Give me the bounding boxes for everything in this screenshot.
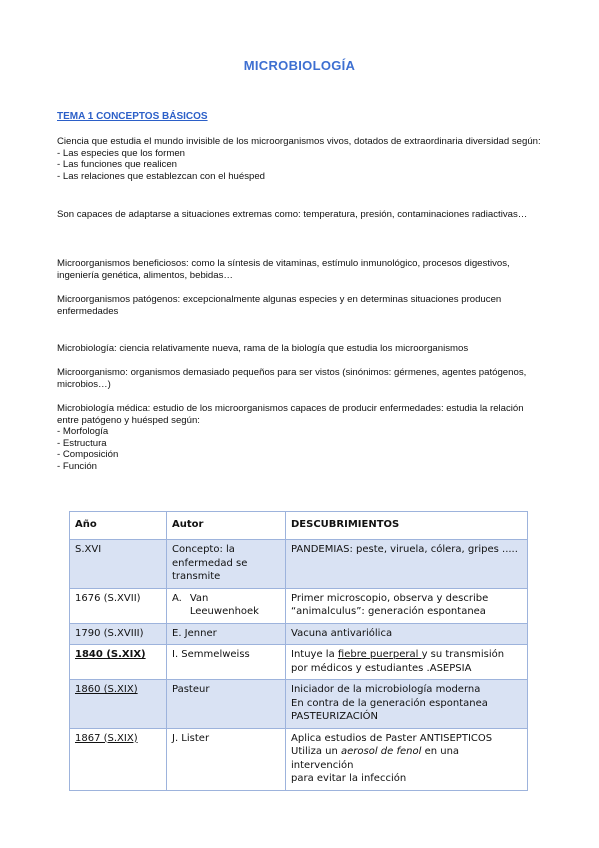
desc-line: Aplica estudios de Paster ANTISEPTICOS	[291, 732, 493, 744]
table-row	[70, 680, 528, 729]
author-list-item	[172, 592, 280, 619]
list-item: - Las especies que los formen	[57, 148, 547, 160]
list-item: - Función	[57, 461, 547, 473]
cell-author: Concepto: la enfermedad se transmite	[167, 540, 286, 589]
list-item: - Composición	[57, 449, 547, 461]
desc-line: PASTEURIZACIÓN	[291, 711, 379, 722]
cell-desc: PANDEMIAS: peste, viruela, cólera, gripes .....	[286, 540, 528, 589]
medical-text: Microbiología médica: estudio de los microorganismos capaces de producir enfermedades: estudia la relación entre patógeno y huésped según:	[57, 403, 524, 426]
table-row	[70, 540, 528, 589]
cell-author	[167, 588, 286, 623]
list-item: - Las relaciones que establezcan con el huésped	[57, 171, 547, 183]
pathogenic-text: Microorganismos patógenos: excepcionalmente algunas especies y en determinas situaciones producen enfermedades	[57, 294, 502, 317]
author-list-label: A.	[172, 592, 182, 604]
cell-year	[70, 728, 167, 790]
list-item: - Estructura	[57, 438, 547, 450]
microorganism-definition: Microorganismo: organismos demasiado pequeños para ser vistos (sinónimos: gérmenes, agentes patógenos, microbios…)	[57, 367, 527, 390]
list-item: - Morfología	[57, 426, 547, 438]
header-discoveries: DESCUBRIMIENTOS	[286, 512, 528, 540]
cell-year	[70, 645, 167, 680]
year-text: 1860 (S.XIX)	[75, 684, 138, 695]
desc-part: Utiliza un	[291, 746, 341, 757]
table-row	[70, 588, 528, 623]
table-row	[70, 728, 528, 790]
cell-desc	[286, 645, 528, 680]
desc-line	[291, 745, 522, 772]
desc-italic: aerosol de fenol	[341, 746, 422, 757]
medical-list	[57, 426, 547, 472]
cell-author: Pasteur	[167, 680, 286, 729]
microbiology-definition: Microbiología: ciencia relativamente nueva, rama de la biología que estudia los microorganismos	[57, 343, 469, 354]
cell-desc	[286, 680, 528, 729]
cell-year	[70, 680, 167, 729]
cell-year: 1676 (S.XVII)	[70, 588, 167, 623]
adapt-text: Son capaces de adaptarse a situaciones extremas como: temperatura, presión, contaminaciones radiactivas…	[57, 209, 528, 220]
header-author: Autor	[167, 512, 286, 540]
table-header-row	[70, 512, 528, 540]
beneficial-text: Microorganismos beneficiosos: como la síntesis de vitaminas, estímulo inmunológico, procesos digestivos, ingeniería genética, alimentos, bebidas…	[57, 258, 510, 281]
page-title: MICROBIOLOGÍA	[243, 58, 356, 73]
header-year: Año	[70, 512, 167, 540]
list-item: - Las funciones que realicen	[57, 159, 547, 171]
desc-part: Intuye la	[291, 649, 338, 660]
intro-text: Ciencia que estudia el mundo invisible de los microorganismos vivos, dotados de extraordinaria diversidad según:	[57, 136, 541, 147]
cell-year: S.XVI	[70, 540, 167, 589]
desc-part: y su transmisión por médicos y estudiantes .ASEPSIA	[291, 649, 505, 674]
table-row	[70, 645, 528, 680]
year-text: 1867 (S.XIX)	[75, 732, 138, 744]
cell-desc: Vacuna antivariólica	[286, 623, 528, 645]
cell-author: E. Jenner	[167, 623, 286, 645]
desc-underlined: fiebre puerperal	[337, 649, 422, 660]
cell-desc: Primer microscopio, observa y describe “animalculus”: generación espontanea	[286, 588, 528, 623]
cell-desc	[286, 728, 528, 790]
cell-author: I. Semmelweiss	[167, 645, 286, 680]
table-row	[70, 623, 528, 645]
cell-author: J. Lister	[167, 728, 286, 790]
section-title: TEMA 1 CONCEPTOS BÁSICOS	[57, 111, 208, 122]
desc-line: Iniciador de la microbiología moderna	[291, 684, 481, 695]
desc-part: en una intervención	[291, 746, 460, 771]
discoveries-table	[69, 511, 528, 791]
cell-year: 1790 (S.XVIII)	[70, 623, 167, 645]
intro-list	[57, 148, 547, 183]
intro-block	[57, 136, 547, 182]
year-text: 1840 (S.XIX)	[75, 649, 146, 660]
desc-line: para evitar la infección	[291, 773, 407, 784]
medical-block	[57, 403, 547, 472]
author-name: Van Leeuwenhoek	[189, 592, 259, 617]
desc-line: En contra de la generación espontanea	[291, 697, 488, 709]
